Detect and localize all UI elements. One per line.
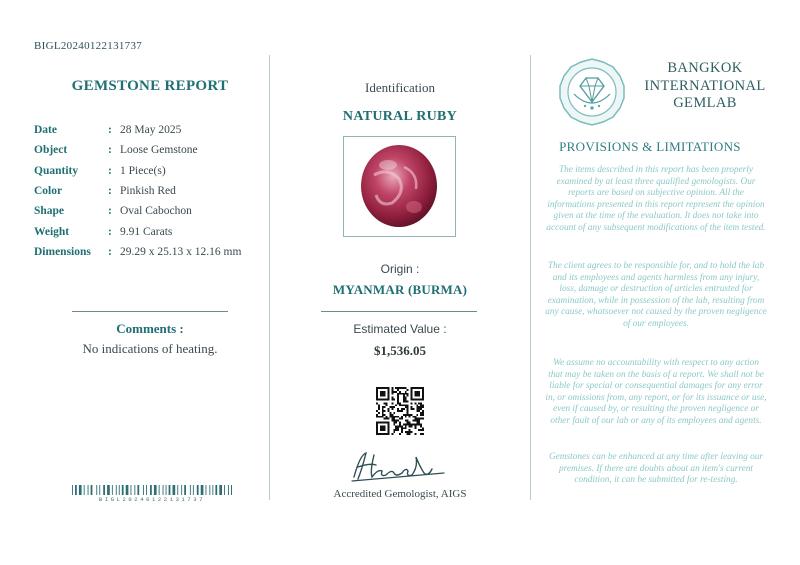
detail-value: Oval Cabochon (120, 205, 192, 218)
report-id: BIGL20240122131737 (34, 40, 143, 52)
detail-label: Date (34, 124, 57, 137)
identification-label: Identification (364, 80, 436, 95)
detail-label: Quantity (34, 164, 79, 177)
detail-value: 1 Piece(s) (120, 164, 166, 177)
detail-label: Color (34, 185, 63, 198)
estimated-value: $1,536.05 (374, 343, 426, 358)
brand-line: INTERNATIONAL (644, 77, 766, 94)
detail-colon: : (108, 124, 112, 137)
detail-colon: : (108, 164, 112, 177)
comments-title: Comments : (116, 321, 184, 336)
provisions-paragraph: We assume no accountability with respect to any action that may be taken on the basis of a report. We shall not be liable for special or consequential damages for any error in, or omissions from, any report, or for its issuance or use, even if caused by, or resulting the proven negligence or other fault of our lab or any of its employees and agents. (545, 358, 767, 426)
detail-value: Loose Gemstone (120, 144, 198, 157)
detail-colon: : (108, 245, 112, 258)
brand-name (630, 60, 780, 113)
divider (321, 311, 477, 312)
divider (72, 311, 228, 312)
origin-label: Origin : (380, 262, 420, 276)
detail-row-color (34, 181, 266, 201)
report-title: GEMSTONE REPORT (71, 78, 229, 94)
comments-text: No indications of heating. (82, 341, 218, 356)
detail-row-weight (34, 221, 266, 241)
provisions-paragraph: The client agrees to be responsible for, and to hold the lab and its employees and agents harmless from any injury, loss, damage or destruction of articles entrusted for examination, while in possession of the lab, resulting from any cause, whatsoever not caused by the proven negligence of our employees. (545, 261, 767, 329)
detail-label: Shape (34, 205, 65, 218)
gem-crest-logo-icon (558, 58, 626, 126)
signature-image (346, 447, 450, 485)
gemstone-photo (343, 136, 456, 237)
detail-colon: : (108, 225, 112, 238)
gemologist-label: Accredited Gemologist, AIGS (333, 488, 467, 500)
detail-row-dimensions (34, 242, 266, 262)
detail-row-object (34, 140, 266, 160)
detail-row-date (34, 120, 266, 140)
qr-code-icon (376, 387, 424, 435)
detail-colon: : (108, 185, 112, 198)
provisions-paragraph: Gemstones can be enhanced at any time after leaving our premises. If there are doubts about an item's current condition, it can be submitted for re-testing. (548, 452, 764, 486)
provisions-title: PROVISIONS & LIMITATIONS (559, 139, 741, 154)
column-divider (530, 55, 531, 500)
barcode-icon (72, 485, 232, 495)
detail-label: Object (34, 144, 68, 157)
detail-value: 9.91 Carats (120, 225, 173, 238)
barcode-text: BIGL20240122131737 (98, 496, 206, 503)
detail-value: Pinkish Red (120, 185, 176, 198)
detail-label: Weight (34, 225, 70, 238)
brand-line: BANGKOK (667, 60, 743, 76)
brand-line: GEMLAB (673, 95, 737, 111)
origin-value: MYANMAR (BURMA) (332, 282, 468, 297)
details-table (34, 120, 266, 262)
detail-label: Dimensions (34, 245, 91, 258)
provisions-paragraph: The items described in this report has been properly examined by at least three qualified gemologists. Our reports are based on subjective opinion. All the informations presented in this report represent the opinion given at the time of the evaluation. It does not take into account of any subsequent modifications of the item tested. (546, 165, 766, 233)
detail-colon: : (108, 144, 112, 157)
stone-name: NATURAL RUBY (342, 109, 458, 124)
estimated-value-label: Estimated Value : (353, 322, 447, 336)
detail-value: 29.29 x 25.13 x 12.16 mm (120, 245, 242, 258)
detail-value: 28 May 2025 (120, 124, 182, 137)
ruby-image (344, 137, 455, 236)
detail-colon: : (108, 205, 112, 218)
detail-row-shape (34, 201, 266, 221)
detail-row-quantity (34, 161, 266, 181)
